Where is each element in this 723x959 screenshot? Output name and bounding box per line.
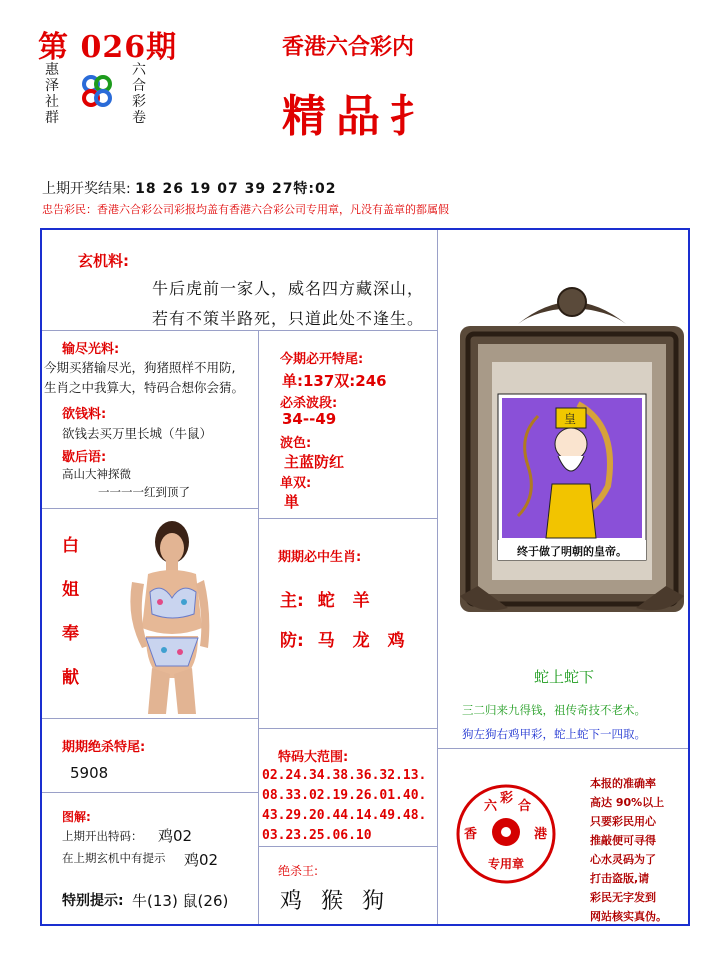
accuracy-line: 推敲便可寻得 xyxy=(590,834,656,847)
accuracy-line: 彩民无字发到 xyxy=(590,891,656,904)
range-list xyxy=(262,766,437,846)
zodiac-main xyxy=(280,586,376,611)
emperor-hat-text: 皇 xyxy=(564,412,577,426)
special-label: 特别提示: xyxy=(62,893,124,909)
last-result-label: 上期开奖结果: xyxy=(42,181,131,197)
zodiac-guard xyxy=(280,626,411,651)
seal-char: 合 xyxy=(518,799,532,814)
xuanji-line-2: 若有不策半路死，只道此处不逢生。 xyxy=(152,309,425,328)
kill-king-label: 绝杀王: xyxy=(278,864,319,878)
woman-photo xyxy=(112,518,222,718)
tujie-label: 图解: xyxy=(62,810,91,824)
seal-char: 香 xyxy=(464,827,478,842)
tujie-line-2-label: 在上期玄机中有提示 xyxy=(62,851,166,865)
brand-left-vertical: 惠泽社群 xyxy=(45,62,59,126)
last-result-numbers: 18 26 19 07 39 27特:02 xyxy=(135,181,337,197)
zodiac-guard-label: 防: xyxy=(280,631,304,651)
seal-char: 六 xyxy=(484,799,498,814)
tujie-line-1-label: 上期开出特码： xyxy=(62,829,143,843)
right-line-1: 三二归来九得钱，祖传奇技不老术。 xyxy=(462,703,646,717)
range-row: 03.23.25.06.10 xyxy=(262,828,372,843)
last-result xyxy=(42,178,337,198)
woman-caption-char: 白 xyxy=(62,536,79,556)
ornate-frame xyxy=(458,286,686,620)
odd-even-label: 单双: xyxy=(280,476,312,491)
special-value: 牛(13) 鼠(26) xyxy=(132,892,229,910)
zodiac-label: 期期必中生肖: xyxy=(278,550,362,565)
tujie-line-1-value: 鸡02 xyxy=(158,827,193,845)
seal-char: 彩 xyxy=(500,791,514,806)
xiehou-line-2: 一一一一红到顶了 xyxy=(98,485,190,499)
wave-value: 34--49 xyxy=(282,410,337,428)
accuracy-line: 本报的准确率 xyxy=(590,777,656,790)
site-name: 香港六合彩内 xyxy=(282,34,415,60)
wave-label: 必杀波段: xyxy=(280,396,338,411)
issue-number: 第 026期 xyxy=(38,30,178,65)
range-row: 02.24.34.38.36.32.13. xyxy=(262,768,427,783)
zodiac-main-value: 蛇 羊 xyxy=(317,591,376,611)
woman-caption-char: 献 xyxy=(62,668,79,688)
odd-even-value: 単 xyxy=(284,493,300,511)
tujie-line-2-value: 鸡02 xyxy=(184,851,219,869)
shujin-label: 输尽光料: xyxy=(62,342,120,357)
warning-notice: 忠告彩民：香港六合彩公司彩报均盖有香港六合彩公司专用章，凡没有盖章的都属假 xyxy=(42,203,449,216)
xuanji-line-1: 牛后虎前一家人，威名四方藏深山， xyxy=(152,279,425,298)
accuracy-line: 只要彩民用心 xyxy=(590,815,656,828)
shujin-line-2: 生肖之中我算大，特码合想你会猜。 xyxy=(44,380,245,395)
accuracy-line: 网站核实真伪。 xyxy=(590,910,667,923)
official-seal-icon xyxy=(454,782,558,890)
brand-right-vertical: 六合彩卷 xyxy=(132,62,146,126)
yuqian-text: 欲钱去买万里长城（牛鼠） xyxy=(62,426,213,441)
logo-icon xyxy=(79,74,115,114)
color-value: 主蓝防红 xyxy=(284,453,345,471)
woman-caption-char: 奉 xyxy=(62,624,79,644)
page-title: 精品扌 xyxy=(282,91,444,142)
woman-caption xyxy=(62,524,82,700)
frame-caption: 终于做了明朝的皇帝。 xyxy=(517,545,627,558)
must-open-label: 今期必开特尾: xyxy=(280,352,364,367)
right-line-2: 狗左狗右鸡甲彩，蛇上蛇下一四取。 xyxy=(462,727,646,741)
xuanji-label: 玄机料: xyxy=(78,252,129,270)
accuracy-line: 高达 90%以上 xyxy=(590,796,665,809)
zodiac-main-label: 主: xyxy=(280,591,304,611)
right-title: 蛇上蛇下 xyxy=(534,668,595,686)
woman-caption-char: 姐 xyxy=(62,580,79,600)
xiehou-label: 歇后语: xyxy=(62,450,107,465)
xiehou-line-1: 高山大神探微 xyxy=(62,467,131,481)
seal-char: 专用章 xyxy=(487,857,525,871)
tail-value: 5908 xyxy=(70,764,109,782)
color-label: 波色: xyxy=(280,436,312,451)
range-row: 43.29.20.44.14.49.48. xyxy=(262,808,427,823)
range-label: 特码大范围: xyxy=(278,750,349,765)
accuracy-line: 心水灵码为了 xyxy=(590,853,656,866)
accuracy-notice xyxy=(590,774,667,926)
yuqian-label: 欲钱料: xyxy=(62,407,107,422)
kill-king-value: 鸡 猴 狗 xyxy=(280,889,390,914)
seal-char: 港 xyxy=(534,827,548,842)
shujin-line-1: 今期买猪输尽光，狗猪照样不用防, xyxy=(44,360,236,375)
tail-label: 期期绝杀特尾: xyxy=(62,740,146,755)
accuracy-line: 打击盗版,请 xyxy=(590,872,650,885)
dan-shuang-value: 单:137双:246 xyxy=(282,372,387,390)
range-row: 08.33.02.19.26.01.40. xyxy=(262,788,427,803)
zodiac-guard-value: 马 龙 鸡 xyxy=(317,631,411,651)
